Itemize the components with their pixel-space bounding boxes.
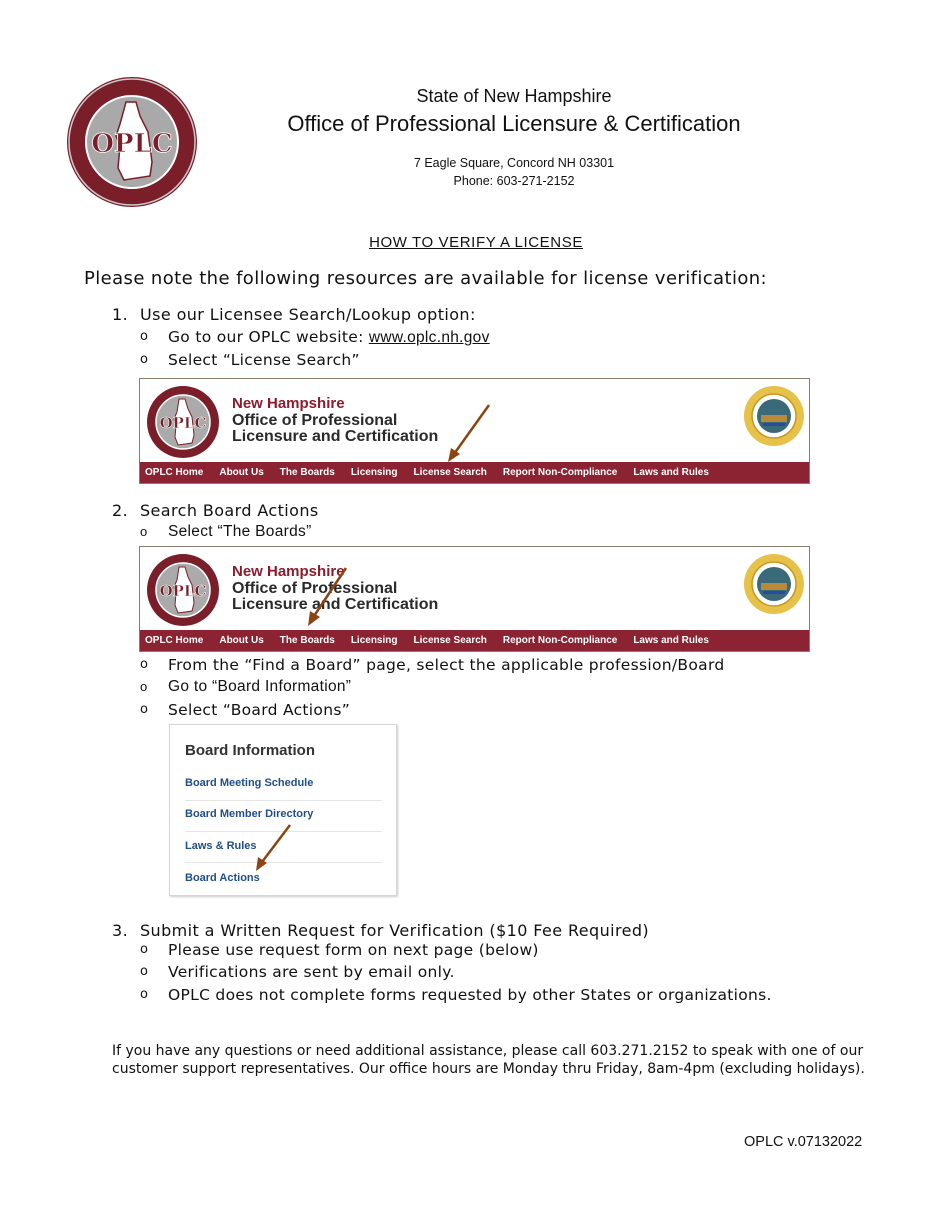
banner-state: New Hampshire	[232, 563, 345, 580]
nh-state-seal-icon	[743, 553, 805, 615]
nav-about-us[interactable]: About Us	[219, 467, 264, 478]
board-member-directory-link[interactable]: Board Member Directory	[185, 808, 314, 820]
banner-state: New Hampshire	[232, 395, 345, 412]
nav-about-us[interactable]: About Us	[219, 635, 264, 646]
banner-nav-bar	[140, 630, 809, 651]
nav-license-search[interactable]: License Search	[413, 635, 487, 646]
arrow-to-license-search-icon	[440, 402, 496, 466]
step-3-bullet-3: o OPLC does not complete forms requested by other States or organizations.	[140, 986, 772, 1004]
board-information-heading: Board Information	[185, 742, 315, 759]
step-3-bullet-1: o Please use request form on next page (below)	[140, 941, 539, 959]
arrow-to-the-boards-icon	[300, 564, 352, 630]
seal-text: OPLC	[91, 129, 173, 159]
nav-report-non-compliance[interactable]: Report Non-Compliance	[502, 635, 618, 646]
nh-state-seal-icon	[743, 385, 805, 447]
nav-laws-and-rules[interactable]: Laws and Rules	[633, 635, 709, 646]
state-title: State of New Hampshire	[416, 86, 612, 106]
website-banner-the-boards	[139, 546, 810, 652]
banner-office-line1: Office of Professional	[232, 412, 398, 429]
step-1-bullet-1: o Go to our OPLC website: www.oplc.nh.gov	[140, 328, 490, 346]
step-2-bullet-1: o Select “The Boards”	[140, 523, 312, 540]
board-actions-link[interactable]: Board Actions	[185, 872, 260, 884]
step-2-bullet-3: o Go to “Board Information”	[140, 678, 352, 695]
step-3-bullet-2: o Verifications are sent by email only.	[140, 963, 455, 981]
svg-text:OPLC: OPLC	[159, 414, 207, 432]
nav-license-search[interactable]: License Search	[413, 467, 487, 478]
laws-and-rules-link[interactable]: Laws & Rules	[185, 840, 257, 852]
banner-oplc-logo	[146, 553, 220, 627]
step-1-bullet-2: o Select “License Search”	[140, 351, 360, 369]
banner-office-line2: Licensure and Certification	[232, 596, 439, 613]
step-2-bullet-4: o Select “Board Actions”	[140, 701, 351, 719]
oplc-website-link[interactable]: www.oplc.nh.gov	[368, 329, 490, 346]
step-3: 3. Submit a Written Request for Verification ($10 Fee Required)	[112, 921, 650, 940]
oplc-seal-logo	[66, 76, 198, 208]
intro-text: Please note the following resources are available for license verification:	[84, 268, 768, 289]
arrow-to-board-actions-icon	[250, 822, 296, 874]
office-contact	[300, 154, 728, 190]
nav-licensing[interactable]: Licensing	[350, 467, 398, 478]
nav-oplc-home[interactable]: OPLC Home	[145, 635, 204, 646]
office-phone: Phone: 603-271-2152	[453, 174, 575, 188]
office-address: 7 Eagle Square, Concord NH 03301	[413, 156, 615, 170]
svg-text:OPLC: OPLC	[159, 582, 207, 600]
office-title: Office of Professional Licensure & Certification	[287, 111, 741, 136]
banner-office-line2: Licensure and Certification	[232, 428, 439, 445]
divider	[185, 800, 382, 801]
page-title: HOW TO VERIFY A LICENSE	[369, 234, 583, 251]
step-2: 2. Search Board Actions	[112, 501, 319, 520]
step-1: 1. Use our Licensee Search/Lookup option:	[112, 305, 476, 324]
nav-oplc-home[interactable]: OPLC Home	[145, 467, 204, 478]
version-label: OPLC v.07132022	[744, 1134, 863, 1150]
banner-oplc-logo	[146, 385, 220, 459]
footer-contact-text: If you have any questions or need additional assistance, please call 603.271.2152 to speak with one of our customer support representatives. Our office hours are Monday thru Friday, 8am-4pm (excluding holidays).	[112, 1043, 865, 1077]
nav-licensing[interactable]: Licensing	[350, 635, 398, 646]
nav-the-boards[interactable]: The Boards	[279, 467, 335, 478]
nav-the-boards[interactable]: The Boards	[279, 635, 335, 646]
step-2-bullet-2: o From the “Find a Board” page, select the applicable profession/Board	[140, 656, 725, 674]
nav-laws-and-rules[interactable]: Laws and Rules	[633, 467, 709, 478]
board-meeting-schedule-link[interactable]: Board Meeting Schedule	[185, 777, 314, 789]
banner-office-line1: Office of Professional	[232, 580, 398, 597]
nav-report-non-compliance[interactable]: Report Non-Compliance	[502, 467, 618, 478]
